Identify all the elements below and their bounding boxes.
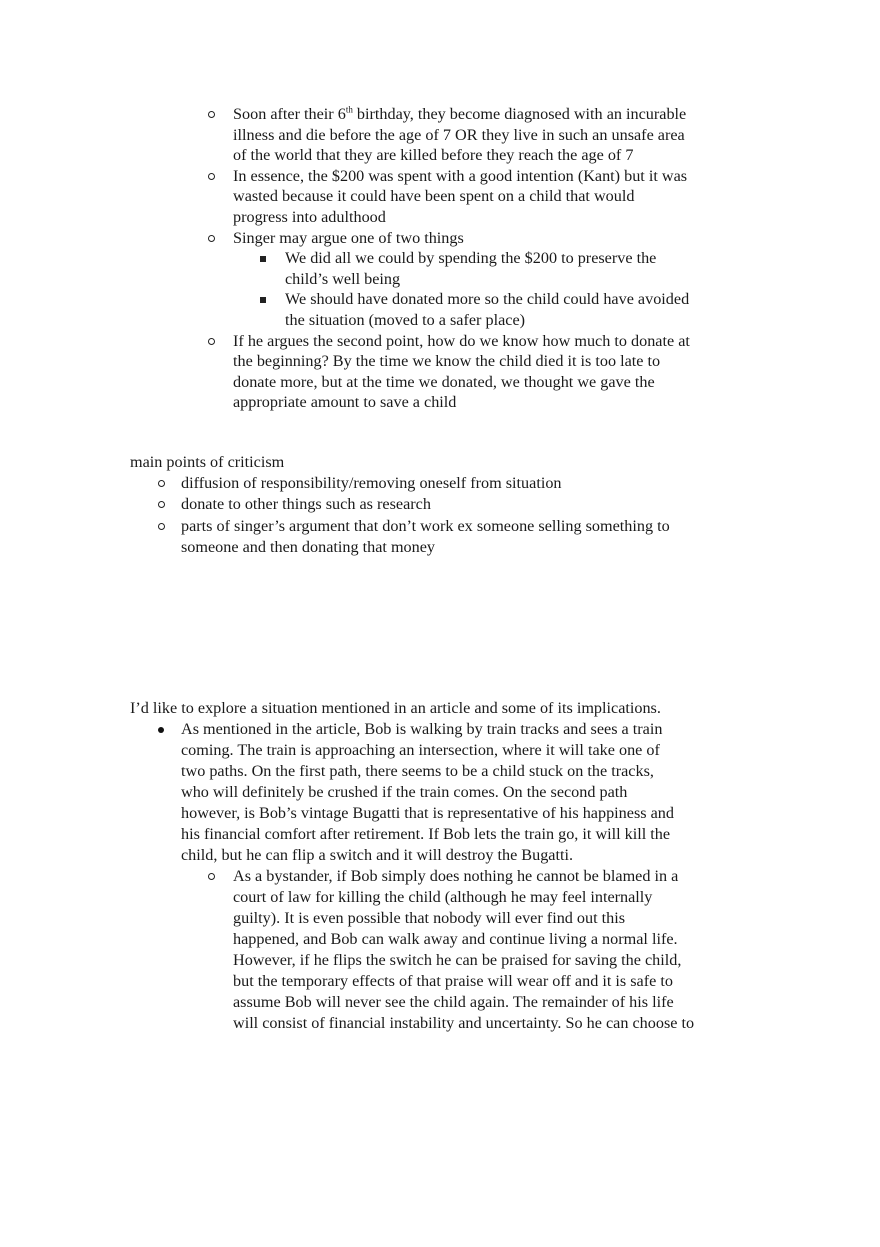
- text-line: donate more, but at the time we donated, we thought we gave the: [233, 372, 655, 391]
- text-line: coming. The train is approaching an intersection, where it will take one of: [181, 741, 660, 759]
- text-line: illness and die before the age of 7 OR they live in such an unsafe area: [233, 125, 685, 144]
- text-line: As mentioned in the article, Bob is walking by train tracks and sees a train: [181, 720, 663, 738]
- list-item: [0, 289, 880, 330]
- circle-bullet-icon: [208, 235, 215, 242]
- text-line: assume Bob will never see the child again. The remainder of his life: [233, 993, 674, 1011]
- text-line: appropriate amount to save a child: [233, 393, 457, 412]
- circle-bullet-icon: [208, 338, 215, 345]
- text-line: child’s well being: [285, 269, 401, 288]
- text-line: the situation (moved to a safer place): [285, 310, 526, 329]
- circle-bullet-icon: [208, 111, 215, 118]
- list-item: [0, 494, 880, 515]
- text-line: However, if he flips the switch he can be praised for saving the child,: [233, 951, 682, 969]
- list-item: [0, 104, 880, 166]
- circle-bullet-icon: [158, 523, 165, 530]
- text-line: I’d like to explore a situation mentioned in an article and some of its implications.: [130, 699, 661, 717]
- text-line: child, but he can flip a switch and it will destroy the Bugatti.: [181, 846, 574, 864]
- singer-argument-notes: [0, 104, 880, 413]
- text-line: wasted because it could have been spent on a child that would: [233, 187, 635, 206]
- text-line: If he argues the second point, how do we know how much to donate at: [233, 331, 690, 350]
- list-item: [0, 166, 880, 228]
- dot-bullet-icon: [158, 727, 164, 733]
- text-line: court of law for killing the child (although he may feel internally: [233, 888, 653, 906]
- circle-bullet-icon: [158, 480, 165, 487]
- square-bullet-icon: [260, 297, 266, 303]
- paragraph: [0, 698, 880, 719]
- text-line: of the world that they are killed before they reach the age of 7: [233, 146, 634, 165]
- text-line: progress into adulthood: [233, 207, 386, 226]
- circle-bullet-icon: [208, 873, 215, 880]
- text-line: someone and then donating that money: [181, 537, 435, 556]
- text-line: Soon after their 6th birthday, they become diagnosed with an incurable: [233, 104, 687, 123]
- text-line: however, is Bob’s vintage Bugatti that is representative of his happiness and: [181, 804, 674, 822]
- text-line: parts of singer’s argument that don’t work ex someone selling something to: [181, 516, 670, 535]
- text-line: guilty). It is even possible that nobody will ever find out this: [233, 909, 626, 927]
- list-item: [0, 473, 880, 494]
- paragraph: [0, 452, 880, 473]
- text-line: diffusion of responsibility/removing oneself from situation: [181, 474, 562, 493]
- list-item: [0, 248, 880, 289]
- list-item: [0, 866, 880, 1034]
- bob-train-scenario: [0, 698, 880, 1034]
- text-line: but the temporary effects of that praise will wear off and it is safe to: [233, 972, 673, 990]
- text-line: As a bystander, if Bob simply does nothing he cannot be blamed in a: [233, 867, 679, 885]
- text-line: We did all we could by spending the $200 to preserve the: [285, 249, 657, 268]
- text-line: Singer may argue one of two things: [233, 228, 464, 247]
- text-line: happened, and Bob can walk away and continue living a normal life.: [233, 930, 678, 948]
- text-line: will consist of financial instability and uncertainty. So he can choose to: [233, 1014, 695, 1032]
- list-item: [0, 331, 880, 413]
- criticism-notes: [0, 452, 880, 558]
- list-item: [0, 228, 880, 249]
- text-line: donate to other things such as research: [181, 495, 431, 514]
- text-line: his financial comfort after retirement. If Bob lets the train go, it will kill the: [181, 825, 671, 843]
- list-item: [0, 719, 880, 866]
- circle-bullet-icon: [208, 173, 215, 180]
- list-item: [0, 516, 880, 558]
- text-line: We should have donated more so the child could have avoided: [285, 290, 690, 309]
- circle-bullet-icon: [158, 501, 165, 508]
- text-line: main points of criticism: [130, 453, 285, 471]
- text-line: two paths. On the first path, there seems to be a child stuck on the tracks,: [181, 762, 654, 780]
- text-line: In essence, the $200 was spent with a good intention (Kant) but it was: [233, 166, 688, 185]
- square-bullet-icon: [260, 256, 266, 262]
- text-line: who will definitely be crushed if the train comes. On the second path: [181, 783, 628, 801]
- text-line: the beginning? By the time we know the child died it is too late to: [233, 352, 661, 371]
